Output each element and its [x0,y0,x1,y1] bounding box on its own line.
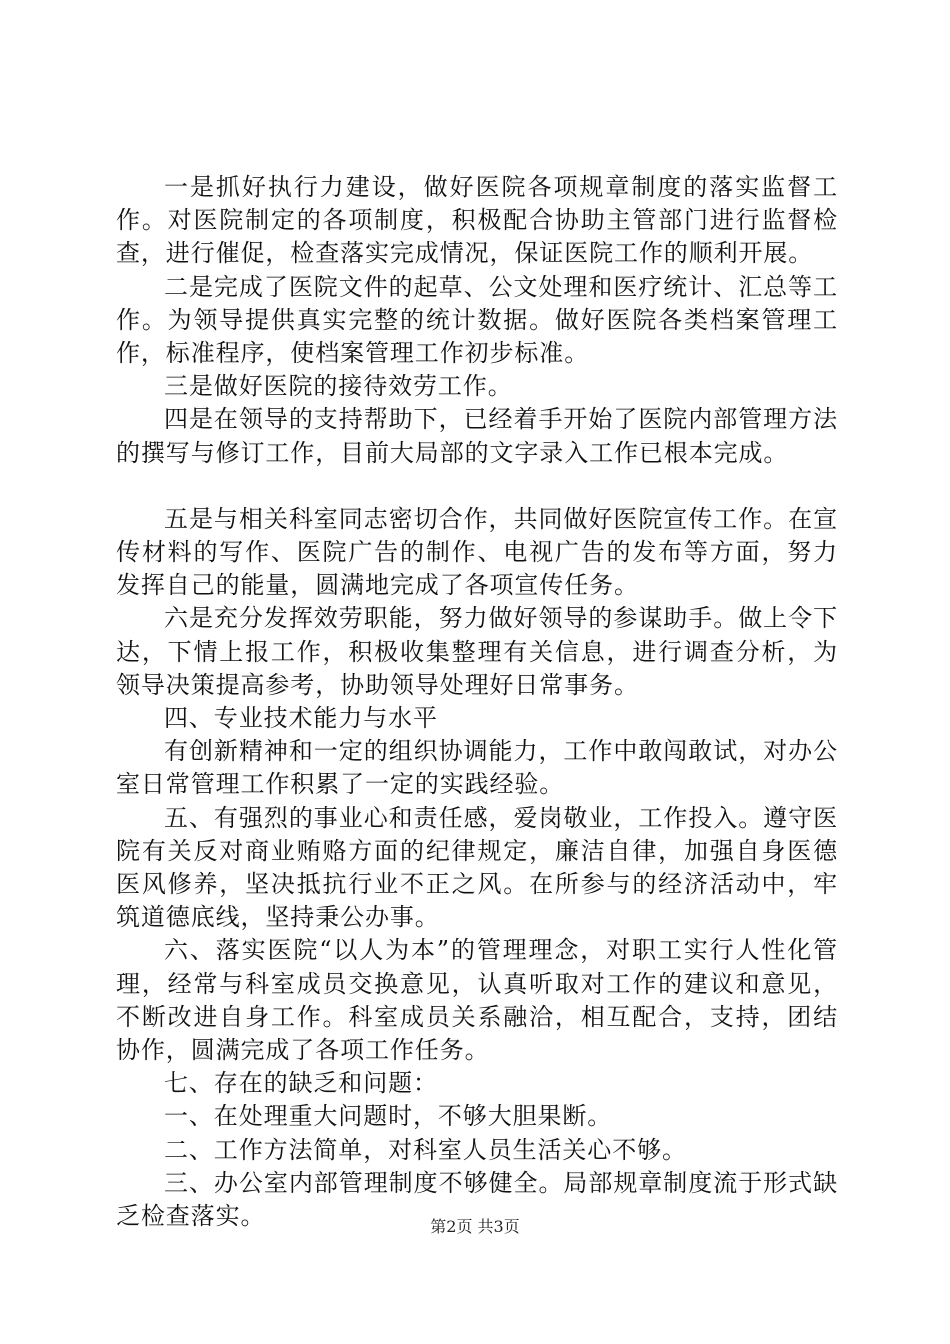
section-heading-problems: 七、存在的缺乏和问题： [164,1069,438,1098]
paragraph-4: 四是在领导的支持帮助下，已经着手开始了医院内部管理方法的撰写与修订工作，目前大局部的文字录入工作已根本完成。 [116,405,838,467]
problem-item-1: 一、在处理重大问题时，不够大胆果断。 [164,1102,613,1131]
problem-item-3: 三、办公室内部管理制度不够健全。局部规章制度流于形式缺乏检查落实。 [116,1168,838,1231]
problem-item-2: 二、工作方法简单，对科室人员生活关心不够。 [164,1135,687,1164]
paragraph-9: 五、有强烈的事业心和责任感，爱岗敬业，工作投入。遵守医院有关反对商业贿赂方面的纪律规定，廉洁自律，加强自身医德医风修养，坚决抵抗行业不正之风。在所参与的经济活动中，牢筑道德底线，坚持秉公办事。 [116,803,838,932]
paragraph-2: 二是完成了医院文件的起草、公文处理和医疗统计、汇总等工作。为领导提供真实完整的统计数据。做好医院各类档案管理工作，标准程序，使档案管理工作初步标准。 [116,272,838,368]
paragraph-8: 有创新精神和一定的组织协调能力，工作中敢闯敢试，对办公室日常管理工作积累了一定的实践经验。 [116,737,838,799]
paragraph-1: 一是抓好执行力建设，做好医院各项规章制度的落实监督工作。对医院制定的各项制度，积极配合协助主管部门进行监督检查，进行催促，检查落实完成情况，保证医院工作的顺利开展。 [116,173,838,268]
paragraph-6: 六是充分发挥效劳职能，努力做好领导的参谋助手。做上令下达，下情上报工作，积极收集整理有关信息，进行调查分析，为领导决策提高参考，协助领导处理好日常事务。 [116,604,838,699]
document-body [116,171,838,1233]
page-number-footer: 第2页 共3页 [430,1217,520,1236]
section-heading-skills: 四、专业技术能力与水平 [164,704,438,733]
paragraph-10: 六、落实医院“以人为本”的管理理念，对职工实行人性化管理，经常与科室成员交换意见，认真听取对工作的建议和意见，不断改进自身工作。科室成员关系融洽，相互配合，支持，团结协作，圆满完成了各项工作任务。 [116,936,838,1065]
paragraph-3: 三是做好医院的接待效劳工作。 [164,372,513,401]
paragraph-5: 五是与相关科室同志密切合作，共同做好医院宣传工作。在宣传材料的写作、医院广告的制作、电视广告的发布等方面，努力发挥自己的能量，圆满地完成了各项宣传任务。 [116,504,838,600]
